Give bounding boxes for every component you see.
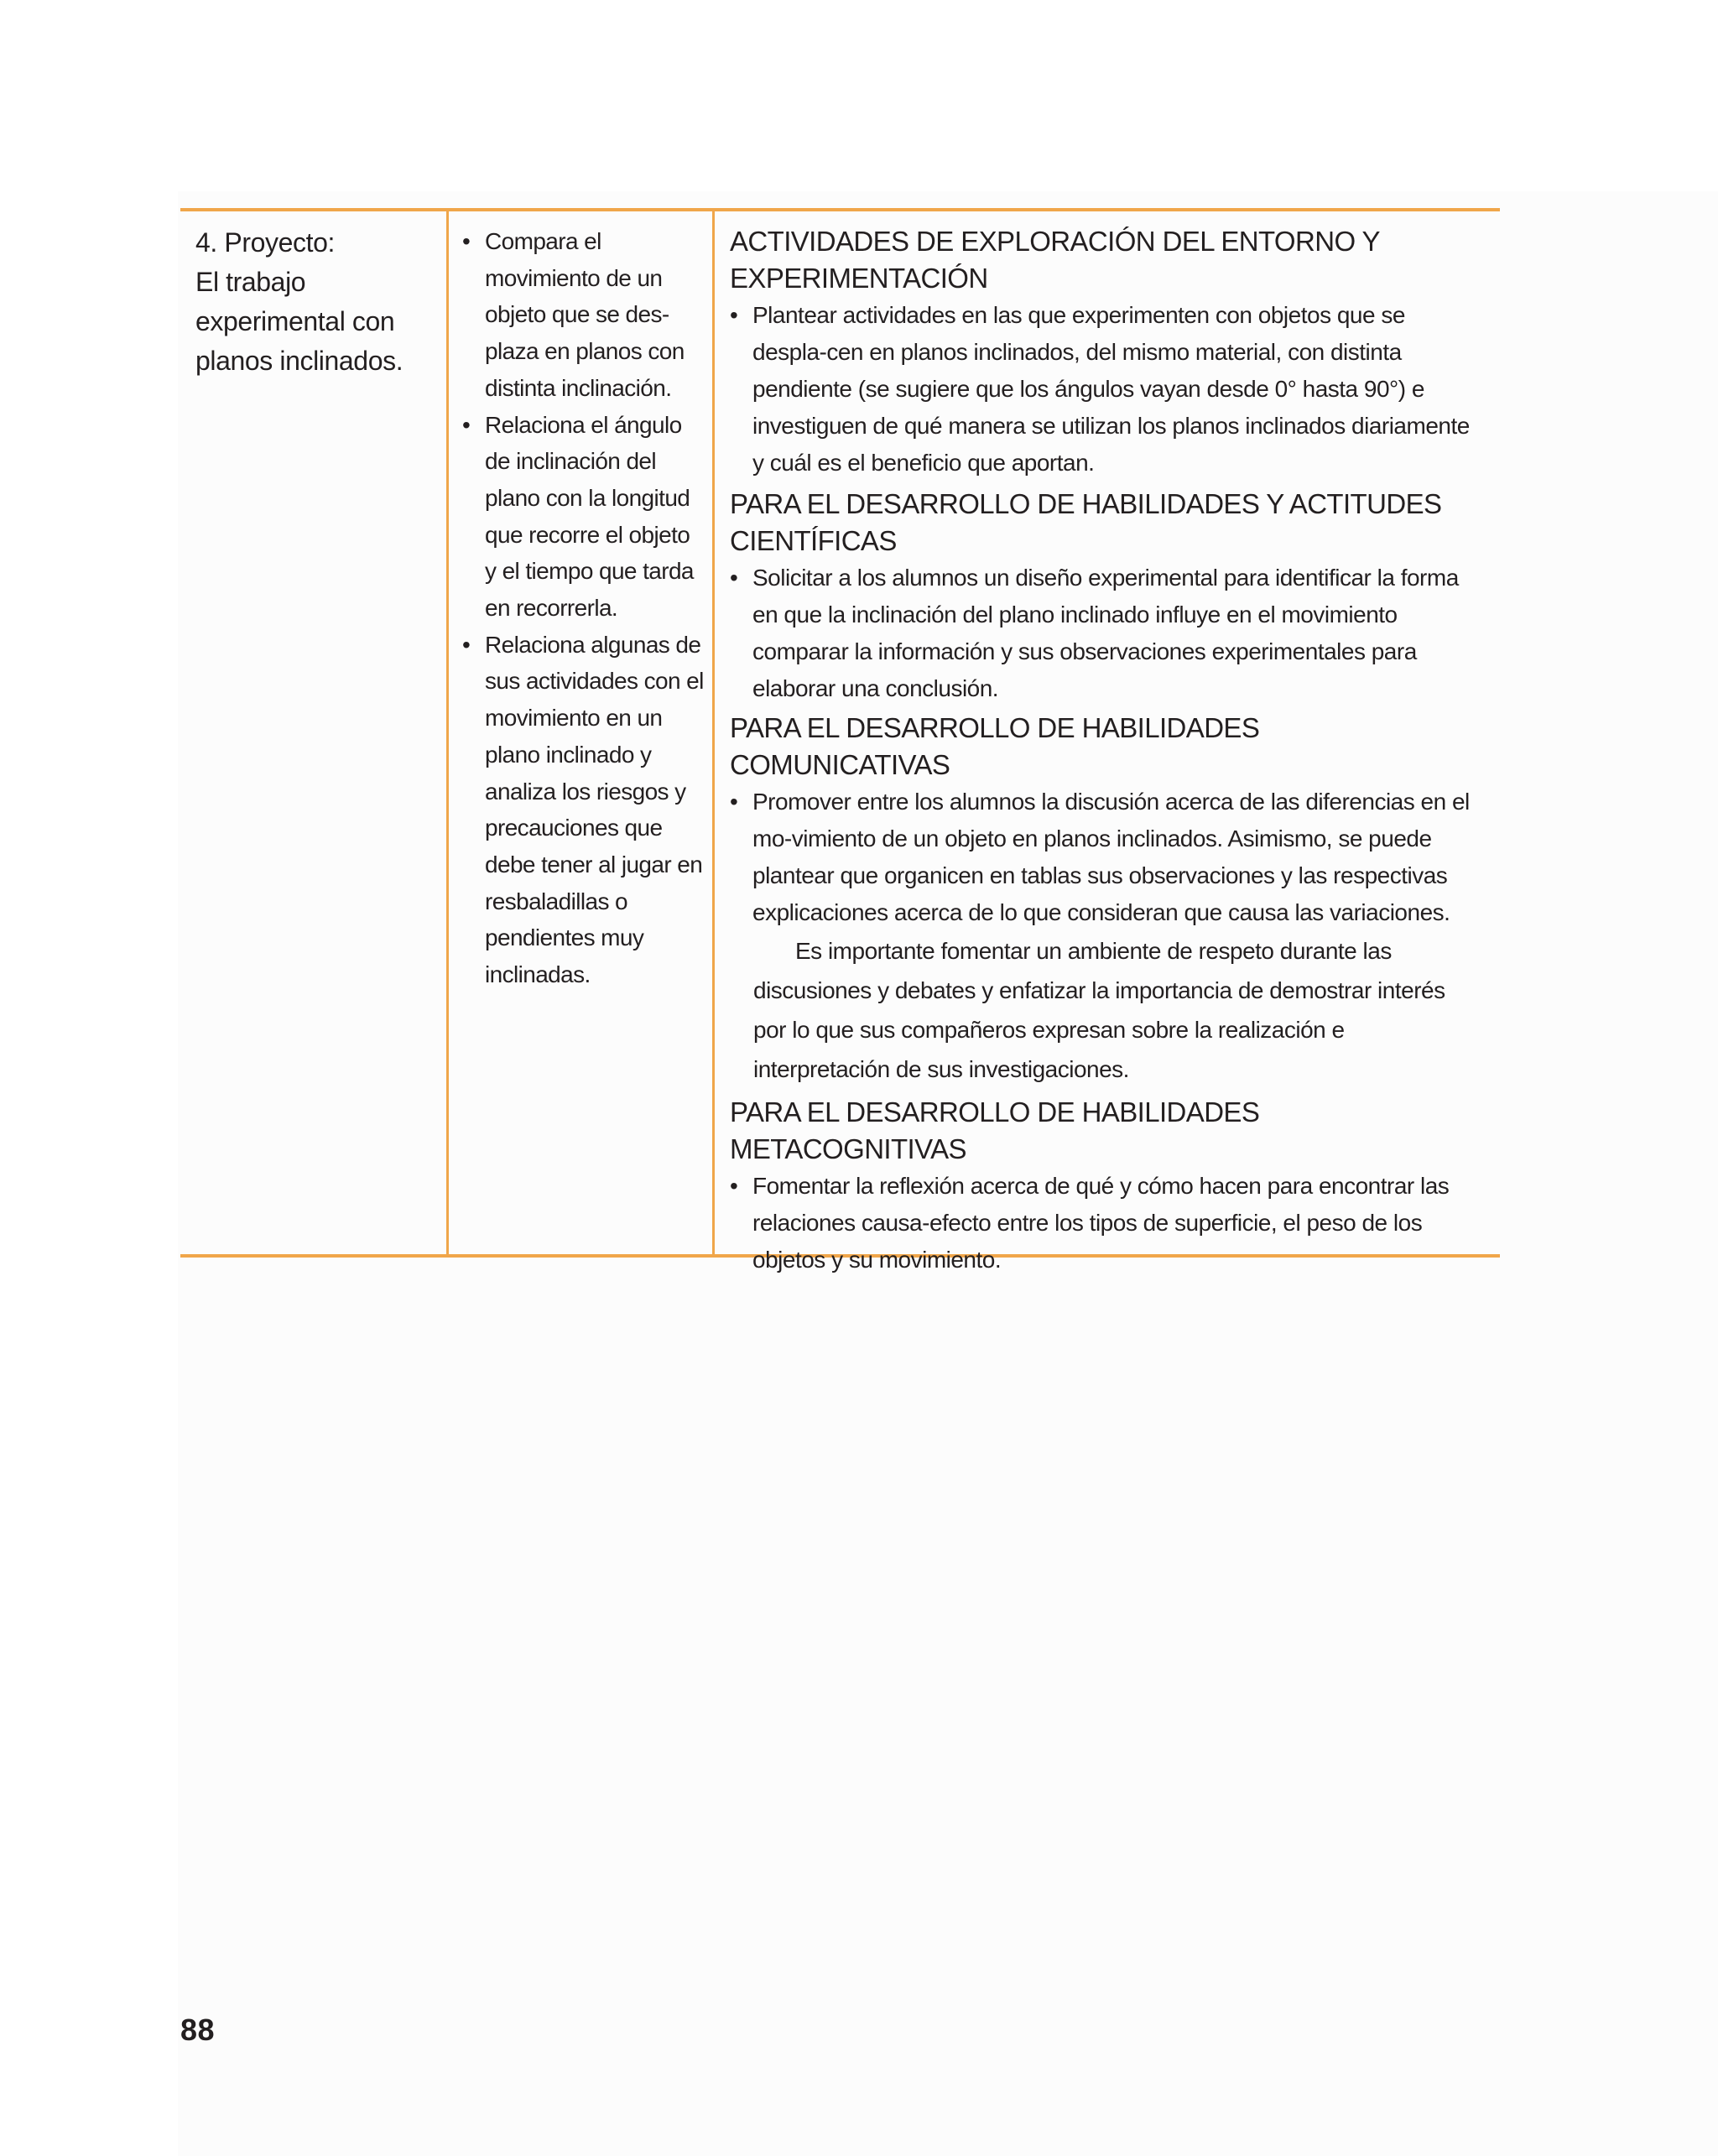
bullet-icon: • [730, 565, 738, 591]
section-heading: PARA EL DESARROLLO DE HABILIDADES Y ACTITUDES CIENTÍFICAS [730, 488, 1442, 556]
expectations-list [462, 223, 705, 993]
list-item: • Compara el movimiento de un objeto que se des-plaza en planos con distinta inclinación. [462, 223, 705, 407]
section-heading: PARA EL DESARROLLO DE HABILIDADES METACOGNITIVAS [730, 1096, 1260, 1164]
section-communication-skills [730, 710, 1483, 1089]
list-item: • Relaciona el ángulo de inclinación del plano con la longitud que recorre el objeto y el tiempo que tarda en recorrerla. [462, 407, 705, 627]
bullet-icon: • [730, 1173, 738, 1199]
table-cell-project [180, 211, 449, 1254]
bullet-icon: • [462, 631, 471, 658]
list-item: • Plantear actividades en las que experimenten con objetos que se despla-cen en planos inclinados, del mismo material, con distinta pendiente (se sugiere que los ángulos vayan desde 0° hasta 90°) e investiguen de qué manera se utilizan los planos inclinados diariamente y cuál es el beneficio que aportan. [730, 297, 1483, 482]
section-list [730, 784, 1483, 931]
bullet-icon: • [730, 789, 738, 815]
list-item: • Relaciona algunas de sus actividades con el movimiento en un plano inclinado y analiza los riesgos y precauciones que debe tener al jugar en resbaladillas o pendientes muy inclinadas. [462, 627, 705, 993]
section-list [730, 297, 1483, 482]
page-number: 88 [180, 2013, 216, 2047]
section-list [730, 1168, 1483, 1278]
bullet-icon: • [462, 411, 471, 438]
table-cell-learning-expectations [449, 211, 715, 1254]
bullet-icon: • [462, 228, 471, 254]
bullet-icon: • [730, 302, 738, 328]
list-item: • Promover entre los alumnos la discusión acerca de las diferencias en el mo-vimiento de un objeto en planos inclinados. Asimismo, se puede plantear que organicen en tablas sus observaciones y las respectivas explicaciones acerca de lo que consideran que causa las variaciones. [730, 784, 1483, 931]
section-list [730, 560, 1483, 707]
list-item: • Solicitar a los alumnos un diseño experimental para identificar la forma en que la inclinación del plano inclinado influye en el movimiento comparar la información y sus observaciones experimentales para elaborar una conclusión. [730, 560, 1483, 707]
section-metacognitive-skills [730, 1094, 1483, 1278]
section-paragraph: Es importante fomentar un ambiente de respeto durante las discusiones y debates y enfatizar la importancia de demostrar interés por lo que sus compañeros expresan sobre la realización e interpretación de sus investigaciones. [753, 938, 1445, 1082]
project-title: 4. Proyecto: El trabajo experimental con planos inclinados. [195, 227, 403, 376]
table-cell-suggestions [715, 211, 1500, 1273]
section-heading: PARA EL DESARROLLO DE HABILIDADES COMUNICATIVAS [730, 712, 1260, 780]
section-heading: ACTIVIDADES DE EXPLORACIÓN DEL ENTORNO Y EXPERIMENTACIÓN [730, 226, 1380, 294]
section-scientific-skills [730, 486, 1483, 707]
planning-table [180, 208, 1500, 1273]
section-exploration [730, 223, 1483, 482]
list-item: • Fomentar la reflexión acerca de qué y cómo hacen para encontrar las relaciones causa-efecto entre los tipos de superficie, el peso de los objetos y su movimiento. [730, 1168, 1483, 1278]
